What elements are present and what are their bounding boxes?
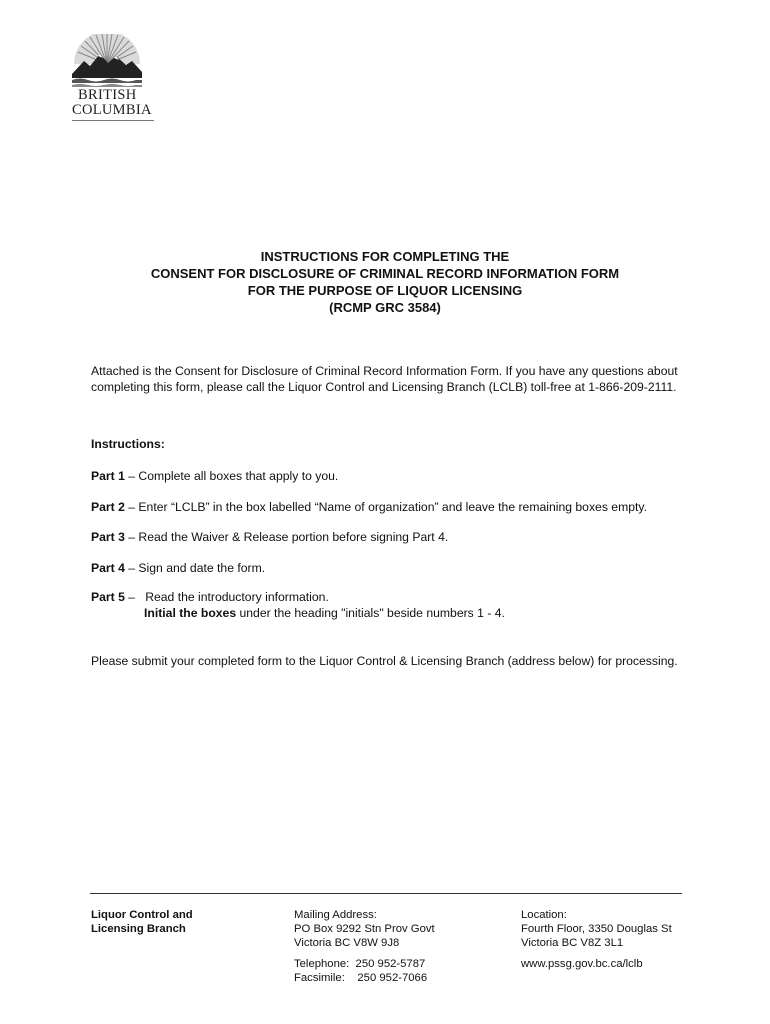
bc-logo	[68, 34, 158, 121]
footer-org-line-2: Licensing Branch	[91, 923, 186, 935]
mailing-line-1: PO Box 9292 Stn Prov Govt	[294, 923, 435, 935]
mailing-label: Mailing Address:	[294, 909, 377, 921]
part-5-label: Part 5	[91, 590, 125, 604]
footer-website: www.pssg.gov.bc.ca/lclb	[521, 958, 643, 970]
document-title	[0, 248, 770, 316]
location-line-2: Victoria BC V8Z 3L1	[521, 937, 624, 949]
footer-telephone: Telephone: 250 952-5787	[294, 958, 426, 970]
instructions-heading: Instructions:	[91, 437, 165, 451]
footer-divider	[90, 893, 682, 894]
part-1-text: – Complete all boxes that apply to you.	[124, 469, 339, 483]
logo-text-columbia: COLUMBIA	[72, 102, 152, 118]
submit-paragraph: Please submit your completed form to the Liquor Control & Licensing Branch (address below) for processing.	[91, 654, 678, 668]
footer-location	[521, 908, 672, 971]
part-5-text: – Read the introductory information.	[124, 590, 329, 604]
footer-org-line-1: Liquor Control and	[91, 909, 193, 921]
part-4-text: – Sign and date the form.	[124, 561, 266, 575]
title-line-2: CONSENT FOR DISCLOSURE OF CRIMINAL RECORD INFORMATION FORM	[150, 266, 620, 281]
title-line-4: (RCMP GRC 3584)	[329, 300, 441, 315]
part-2-text: – Enter “LCLB” in the box labelled “Name of organization” and leave the remaining boxes empty.	[124, 500, 647, 514]
part-4-instruction	[91, 561, 265, 577]
bc-crest-icon	[72, 34, 142, 88]
footer-mailing-address	[294, 908, 435, 985]
part-2-instruction	[91, 500, 647, 516]
intro-paragraph: Attached is the Consent for Disclosure of Criminal Record Information Form. If you have any questions about completing this form, please call the Liquor Control and Licensing Branch (LCLB) toll-free at 1-866-209-2111.	[91, 364, 678, 394]
location-label: Location:	[521, 909, 567, 921]
part-5-line2-text: under the heading "initials" beside numbers 1 - 4.	[236, 606, 505, 620]
part-3-instruction	[91, 530, 448, 546]
title-line-3: FOR THE PURPOSE OF LIQUOR LICENSING	[247, 283, 523, 298]
part-4-label: Part 4	[91, 561, 125, 575]
part-5-bold-text: Initial the boxes	[144, 606, 237, 620]
part-3-label: Part 3	[91, 530, 125, 544]
part-5-second-line	[144, 606, 505, 622]
footer-facsimile: Facsimile: 250 952-7066	[294, 972, 428, 984]
part-1-label: Part 1	[91, 469, 125, 483]
part-2-label: Part 2	[91, 500, 125, 514]
footer-organization	[91, 908, 193, 936]
part-1-instruction	[91, 469, 338, 485]
part-5-instruction	[91, 590, 329, 606]
logo-underline	[72, 120, 154, 121]
mailing-line-2: Victoria BC V8W 9J8	[294, 937, 400, 949]
title-line-1: INSTRUCTIONS FOR COMPLETING THE	[260, 249, 510, 264]
logo-text-british: BRITISH	[78, 87, 137, 103]
part-3-text: – Read the Waiver & Release portion before signing Part 4.	[124, 530, 449, 544]
location-line-1: Fourth Floor, 3350 Douglas St	[521, 923, 672, 935]
